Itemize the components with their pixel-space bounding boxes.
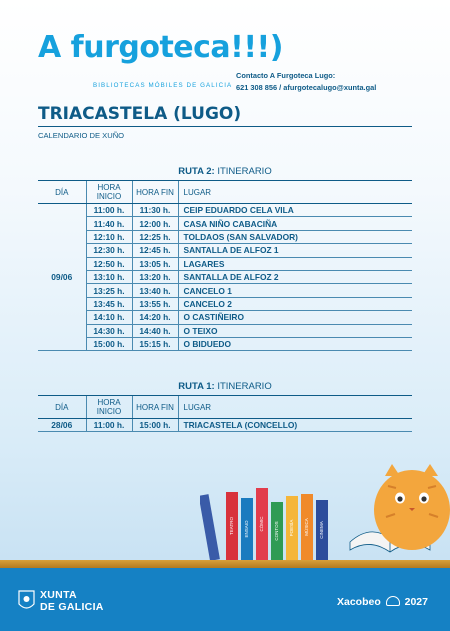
table-row [38,230,412,243]
place: LAGARES [178,257,412,270]
route2-title-bold: RUTA 2: [178,166,215,177]
xunta-shield-icon [18,590,35,612]
start-time: 11:40 h. [86,217,132,230]
start-time: 13:25 h. [86,284,132,297]
end-time: 13:40 h. [132,284,178,297]
route2-header-row [38,181,412,204]
header-fin: HORA FIN [132,396,178,419]
table-row [38,419,412,432]
book-label: CINEMA [319,521,325,539]
furgoteca-logo: A furgoteca!!!) [38,30,283,65]
xacobeo-year: 2027 [404,596,428,608]
place: CANCELO 1 [178,284,412,297]
place: CASA NIÑO CABACIÑA [178,217,412,230]
table-row [38,270,412,283]
book-label: POESÍA [289,519,295,537]
start-time: 12:30 h. [86,244,132,257]
place: O BIDUEDO [178,337,412,350]
table-row [38,217,412,230]
books-cat-illustration [200,462,450,562]
header-inicio: HORA INICIO [86,396,132,419]
xunta-line2: DE GALICIA [40,601,104,613]
contact-block [236,70,376,94]
place: CANCELO 2 [178,297,412,310]
cat-icon [374,464,450,550]
end-time: 13:55 h. [132,297,178,310]
book-label: TEATRO [229,517,235,535]
route1-title [38,381,412,392]
place: SANTALLA DE ALFOZ 2 [178,270,412,283]
book-row [200,488,328,561]
day-cell: 09/06 [38,204,86,351]
book-spine [200,494,220,561]
end-time: 14:40 h. [132,324,178,337]
table-row [38,204,412,217]
day-cell: 28/06 [38,419,86,432]
table-row [38,297,412,310]
end-time: 12:45 h. [132,244,178,257]
place: O CASTIÑEIRO [178,311,412,324]
route2-title-rest: ITINERARIO [214,166,272,177]
place: O TEIXO [178,324,412,337]
route1-table [38,396,412,432]
start-time: 13:10 h. [86,270,132,283]
end-time: 12:25 h. [132,230,178,243]
place: TOLDAOS (SAN SALVADOR) [178,230,412,243]
route1-title-bold: RUTA 1: [178,381,215,392]
route2-table [38,181,412,351]
place: TRIACASTELA (CONCELLO) [178,419,412,432]
book-label: CÓMIC [259,516,265,532]
xacobeo-text: Xacobeo [337,596,381,608]
route2-body [38,204,412,351]
place: SANTALLA DE ALFOZ 1 [178,244,412,257]
xunta-line1: XUNTA [40,589,77,601]
header-lugar: LUGAR [178,396,412,419]
book-label: ENSAIO [244,520,250,538]
table-row [38,284,412,297]
start-time: 14:30 h. [86,324,132,337]
contact-label: Contacto A Furgoteca Lugo: [236,71,336,80]
table-row [38,337,412,350]
logo-subtitle: BIBLIOTECAS MÓBILES DE GALICIA [93,82,233,89]
end-time: 11:30 h. [132,204,178,217]
page-title: TRIACASTELA (LUGO) [38,104,242,124]
header-dia: DÍA [38,181,86,204]
route1-title-rest: ITINERARIO [214,381,272,392]
page-subtitle: CALENDARIO DE XUÑO [38,131,125,140]
start-time: 12:10 h. [86,230,132,243]
start-time: 14:10 h. [86,311,132,324]
end-time: 14:20 h. [132,311,178,324]
table-row [38,257,412,270]
header-dia: DÍA [38,396,86,419]
xunta-logo-text [40,589,104,613]
end-time: 13:05 h. [132,257,178,270]
start-time: 11:00 h. [86,419,132,432]
route2-title [38,166,412,177]
place: CEIP EDUARDO CELA VILA [178,204,412,217]
contact-value[interactable]: 621 308 856 / afurgotecalugo@xunta.gal [236,83,377,92]
start-time: 11:00 h. [86,204,132,217]
book-label: MÚSICA [304,518,310,536]
route1-body [38,419,412,432]
xacobeo-logo [337,596,428,608]
table-row [38,311,412,324]
end-time: 15:00 h. [132,419,178,432]
table-row [38,324,412,337]
header-fin: HORA FIN [132,181,178,204]
start-time: 13:45 h. [86,297,132,310]
table-row [38,244,412,257]
end-time: 13:20 h. [132,270,178,283]
start-time: 12:50 h. [86,257,132,270]
end-time: 12:00 h. [132,217,178,230]
shell-icon [386,596,400,606]
book-shelf [0,560,450,568]
route1-header-row [38,396,412,419]
header-lugar: LUGAR [178,181,412,204]
end-time: 15:15 h. [132,337,178,350]
book-label: CONTOS [274,521,280,541]
start-time: 15:00 h. [86,337,132,350]
header-inicio: HORA INICIO [86,181,132,204]
title-divider [38,126,412,127]
